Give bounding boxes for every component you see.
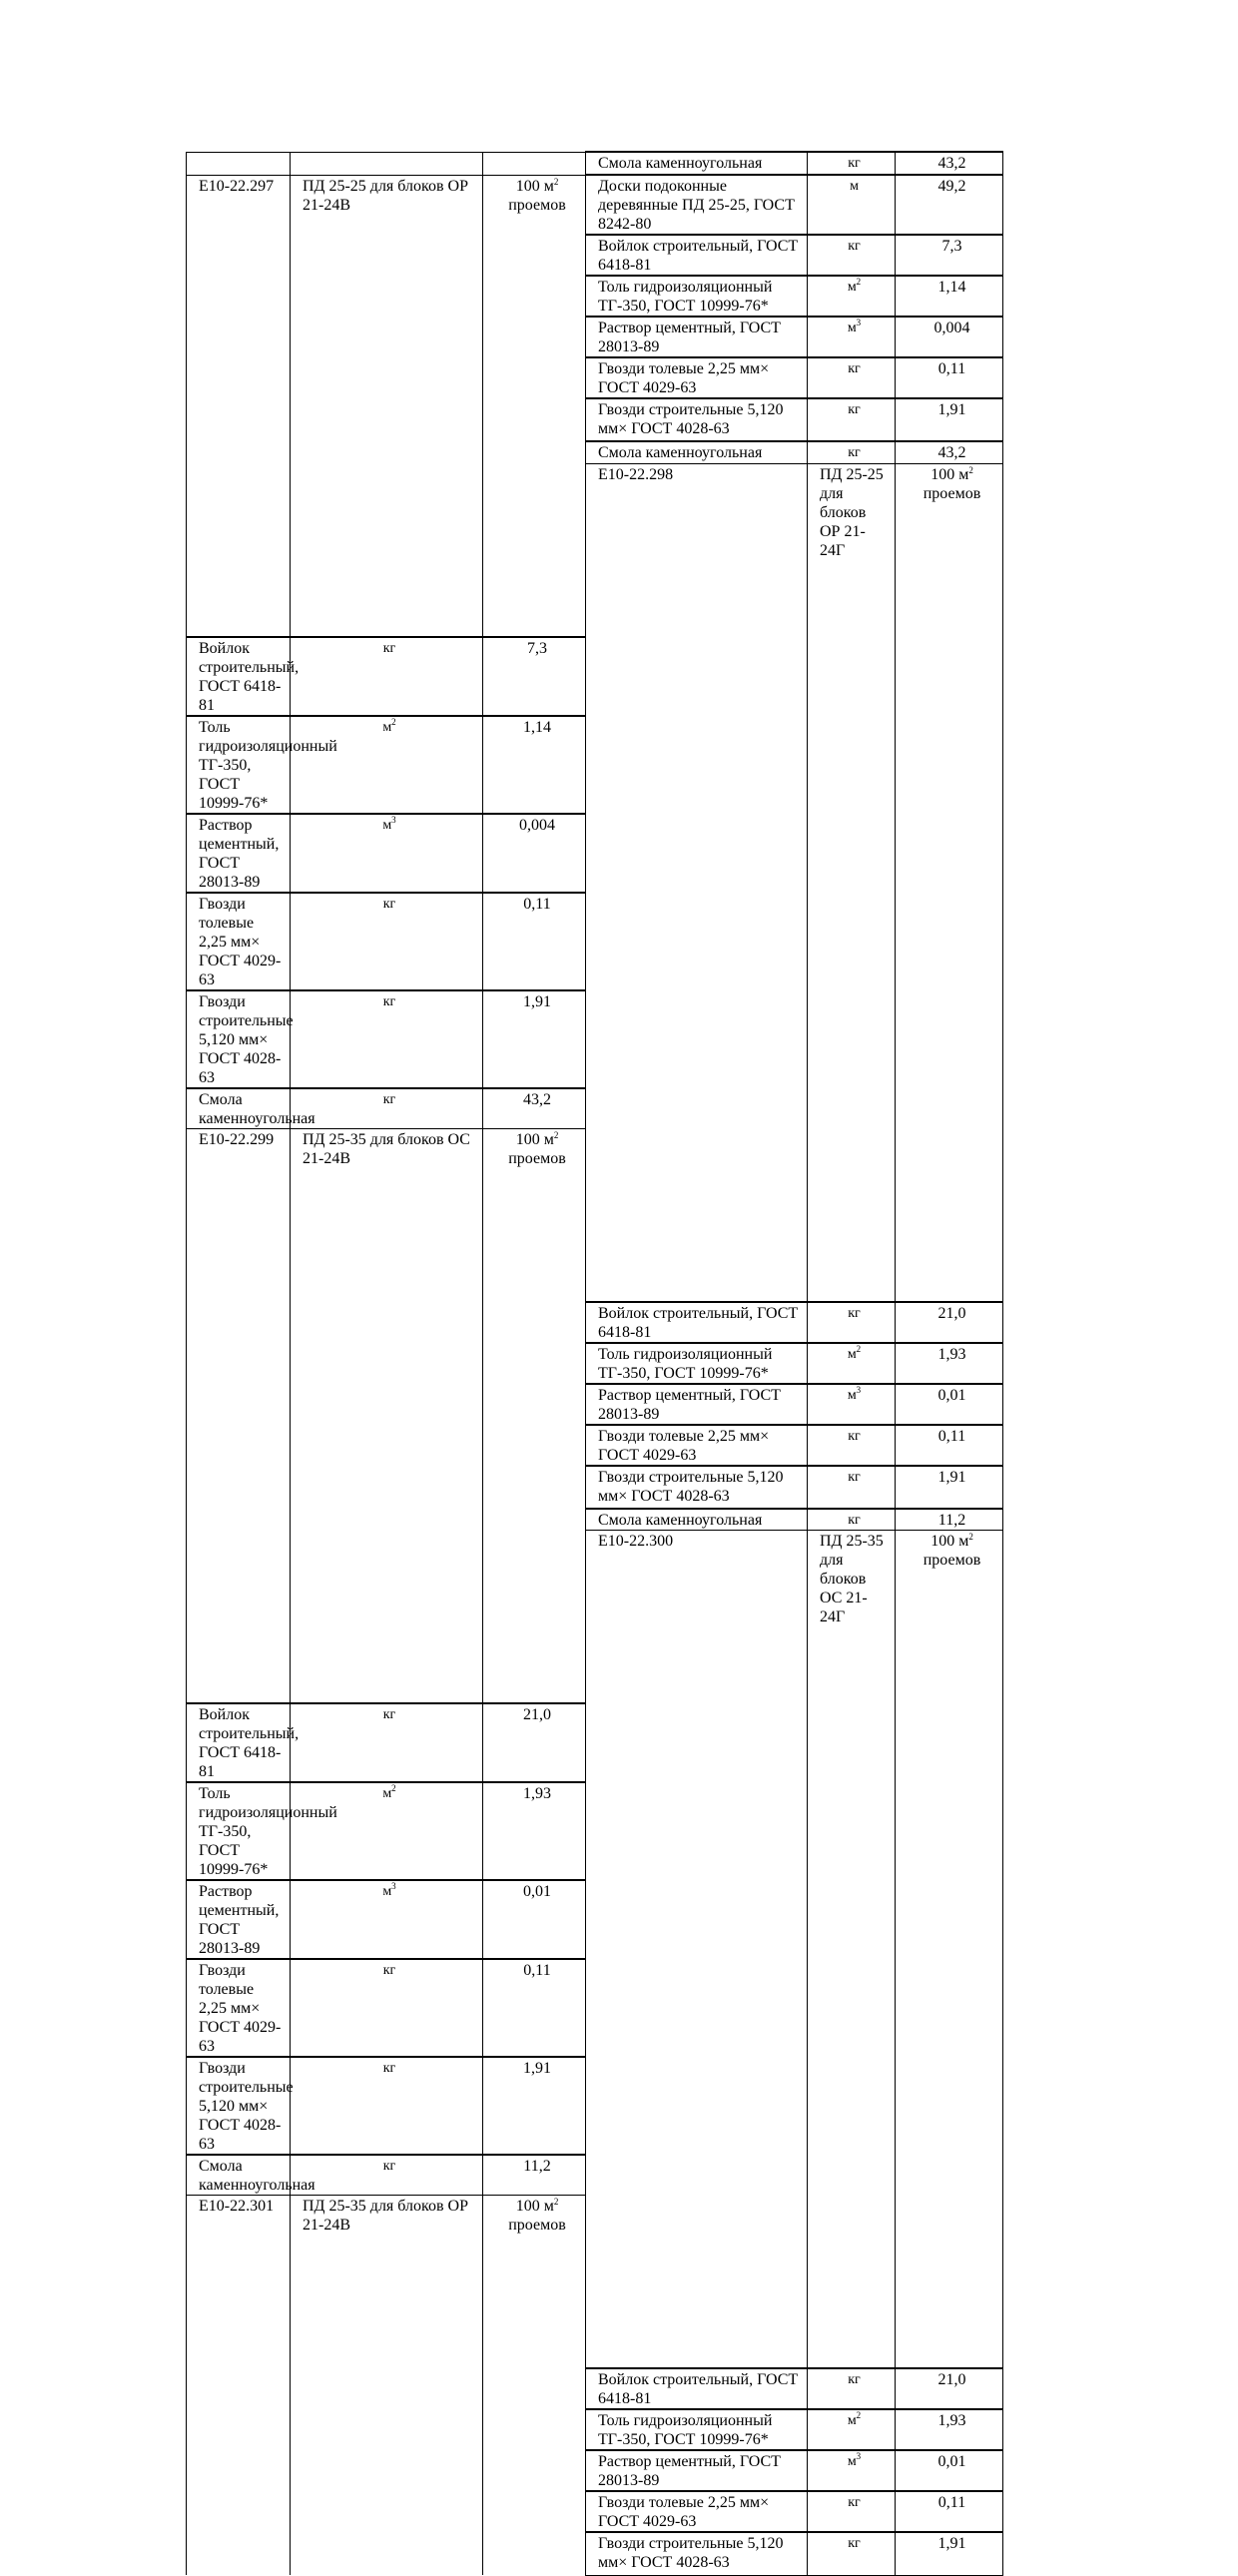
unit-cell <box>808 276 896 317</box>
unit-sup: 3 <box>856 318 862 327</box>
norm-name-cell: ПД 25-35 для блоков ОС 21-24В <box>291 1128 483 1703</box>
unit-sup: 3 <box>856 1384 862 1395</box>
unit-sup: 3 <box>391 814 396 825</box>
material-cell: Гвозди толевые 2,25 мм× ГОСТ 4029-63 <box>586 357 808 398</box>
unit-cell <box>808 2450 896 2491</box>
value-cell: 11,2 <box>896 1509 1003 1531</box>
measure-sub: проемов <box>508 2217 566 2234</box>
unit-text: м <box>847 321 857 335</box>
material-cell: Гвозди строительные 5,120 мм× ГОСТ 4028-63 <box>586 398 808 441</box>
unit-cell: кг <box>291 1959 483 2057</box>
material-cell: Войлок строительный, ГОСТ 6418-81 <box>586 2368 808 2409</box>
value-cell: 0,004 <box>483 814 586 893</box>
norm-code-cell <box>187 152 291 175</box>
norms-table-body <box>187 152 1003 2575</box>
norm-code-cell: Е10-22.301 <box>187 2196 291 2576</box>
measure-sub: проемов <box>923 1552 981 1569</box>
unit-cell: кг <box>808 1509 896 1531</box>
material-cell: Войлок строительный, ГОСТ 6418-81 <box>586 1302 808 1343</box>
material-cell: Гвозди толевые 2,25 мм× ГОСТ 4029-63 <box>586 2491 808 2532</box>
material-cell: Раствор цементный, ГОСТ 28013-89 <box>586 2450 808 2491</box>
norm-code-cell: Е10-22.300 <box>586 1531 808 2369</box>
material-cell: Смола каменноугольная <box>586 1509 808 1531</box>
unit-sup: 2 <box>391 716 396 727</box>
unit-cell: кг <box>291 1703 483 1782</box>
unit-text: м <box>382 1786 392 1801</box>
value-cell: 43,2 <box>896 441 1003 463</box>
value-cell: 1,14 <box>483 716 586 814</box>
value-cell: 21,0 <box>483 1703 586 1782</box>
unit-text: м <box>847 280 857 295</box>
measure-sub: проемов <box>508 1149 566 1167</box>
value-cell: 0,11 <box>896 357 1003 398</box>
norm-name-cell: ПД 25-35 для блоков ОР 21-24В <box>291 2196 483 2576</box>
value-cell: 21,0 <box>896 1302 1003 1343</box>
unit-cell <box>291 716 483 814</box>
measure-text: 100 м <box>515 177 554 195</box>
unit-cell: кг <box>808 2532 896 2575</box>
value-cell: 43,2 <box>896 152 1003 175</box>
value-cell: 1,91 <box>896 398 1003 441</box>
measure-sup: 2 <box>553 2197 559 2207</box>
value-cell: 1,14 <box>896 276 1003 317</box>
value-cell: 1,93 <box>483 1782 586 1880</box>
measure-sup: 2 <box>553 176 559 187</box>
value-cell: 1,93 <box>896 2409 1003 2450</box>
unit-cell: кг <box>808 1425 896 1466</box>
norm-measure-cell <box>483 2196 586 2576</box>
material-cell: Толь гидроизоляционный ТГ-350, ГОСТ 10999-76* <box>187 716 291 814</box>
material-cell: Смола каменноугольная <box>586 441 808 463</box>
unit-cell: кг <box>291 990 483 1088</box>
material-cell: Гвозди строительные 5,120 мм× ГОСТ 4028-63 <box>187 2057 291 2155</box>
unit-cell: м <box>808 175 896 235</box>
material-cell: Толь гидроизоляционный ТГ-350, ГОСТ 10999-76* <box>586 1343 808 1384</box>
value-cell: 0,11 <box>896 1425 1003 1466</box>
unit-sup: 2 <box>856 277 862 287</box>
unit-cell <box>808 1343 896 1384</box>
table-row <box>187 152 1003 175</box>
value-cell: 1,91 <box>896 2532 1003 2575</box>
unit-sup: 3 <box>856 2451 862 2461</box>
unit-text: м <box>382 817 392 833</box>
unit-cell <box>808 2409 896 2450</box>
value-cell: 11,2 <box>483 2155 586 2196</box>
unit-text: м <box>382 719 392 735</box>
norm-name-cell: ПД 25-35 для блоков ОС 21-24Г <box>808 1531 896 2369</box>
unit-cell <box>291 814 483 893</box>
material-cell: Смола каменноугольная <box>187 1088 291 1129</box>
material-cell: Толь гидроизоляционный ТГ-350, ГОСТ 10999-76* <box>586 276 808 317</box>
norm-measure-cell <box>483 175 586 637</box>
measure-text: 100 м <box>930 465 969 483</box>
unit-sup: 2 <box>856 1343 862 1354</box>
material-cell: Войлок строительный, ГОСТ 6418-81 <box>586 235 808 276</box>
material-cell: Раствор цементный, ГОСТ 28013-89 <box>586 1384 808 1425</box>
norm-name-cell: ПД 25-25 для блоков ОР 21-24В <box>291 175 483 637</box>
unit-cell: кг <box>808 2368 896 2409</box>
unit-text: м <box>382 1884 392 1899</box>
unit-text: м <box>847 1346 857 1362</box>
material-cell: Войлок строительный, ГОСТ 6418-81 <box>187 637 291 716</box>
value-cell: 0,11 <box>483 1959 586 2057</box>
norm-name-cell <box>291 152 483 175</box>
value-cell: 1,91 <box>483 990 586 1088</box>
material-cell: Гвозди строительные 5,120 мм× ГОСТ 4028-63 <box>586 1466 808 1509</box>
norm-code-cell: Е10-22.297 <box>187 175 291 637</box>
norms-table <box>186 151 1003 2576</box>
unit-cell: кг <box>808 152 896 175</box>
unit-cell <box>808 1384 896 1425</box>
unit-cell: кг <box>291 893 483 990</box>
value-cell: 0,004 <box>896 317 1003 357</box>
unit-cell: кг <box>808 398 896 441</box>
unit-cell <box>291 1880 483 1959</box>
material-cell: Гвозди толевые 2,25 мм× ГОСТ 4029-63 <box>586 1425 808 1466</box>
table-row <box>187 175 1003 235</box>
unit-cell: кг <box>808 441 896 463</box>
unit-sup: 3 <box>391 1881 396 1891</box>
norm-code-cell: Е10-22.298 <box>586 463 808 1302</box>
material-cell: Раствор цементный, ГОСТ 28013-89 <box>187 1880 291 1959</box>
measure-sup: 2 <box>968 1532 973 1542</box>
material-cell: Смола каменноугольная <box>586 152 808 175</box>
measure-sub: проемов <box>923 484 981 502</box>
unit-cell: кг <box>808 2491 896 2532</box>
unit-text: м <box>847 2413 857 2428</box>
value-cell: 7,3 <box>483 637 586 716</box>
material-cell: Войлок строительный, ГОСТ 6418-81 <box>187 1703 291 1782</box>
material-cell: Раствор цементный, ГОСТ 28013-89 <box>187 814 291 893</box>
measure-text: 100 м <box>515 2198 554 2215</box>
unit-cell: кг <box>291 637 483 716</box>
unit-cell: кг <box>808 1302 896 1343</box>
measure-text: 100 м <box>930 1533 969 1550</box>
material-cell: Толь гидроизоляционный ТГ-350, ГОСТ 10999-76* <box>187 1782 291 1880</box>
material-cell: Смола каменноугольная <box>187 2155 291 2196</box>
value-cell: 0,01 <box>896 2450 1003 2491</box>
unit-cell: кг <box>808 357 896 398</box>
value-cell: 0,01 <box>896 1384 1003 1425</box>
unit-sup: 2 <box>391 1783 396 1793</box>
value-cell: 1,91 <box>896 1466 1003 1509</box>
material-cell: Гвозди толевые 2,25 мм× ГОСТ 4029-63 <box>187 1959 291 2057</box>
value-cell: 49,2 <box>896 175 1003 235</box>
unit-text: м <box>847 2454 857 2469</box>
measure-sub: проемов <box>508 196 566 214</box>
unit-sup: 2 <box>856 2410 862 2420</box>
norm-measure-cell <box>483 152 586 175</box>
value-cell: 1,91 <box>483 2057 586 2155</box>
unit-cell <box>291 1782 483 1880</box>
material-cell: Толь гидроизоляционный ТГ-350, ГОСТ 10999-76* <box>586 2409 808 2450</box>
norm-code-cell: Е10-22.299 <box>187 1128 291 1703</box>
norm-measure-cell <box>896 463 1003 1302</box>
material-cell: Доски подоконные деревянные ПД 25-25, ГОСТ 8242-80 <box>586 175 808 235</box>
norm-measure-cell <box>483 1128 586 1703</box>
material-cell: Гвозди толевые 2,25 мм× ГОСТ 4029-63 <box>187 893 291 990</box>
material-cell: Гвозди строительные 5,120 мм× ГОСТ 4028-63 <box>187 990 291 1088</box>
measure-sup: 2 <box>553 1129 559 1140</box>
measure-text: 100 м <box>515 1130 554 1148</box>
value-cell: 21,0 <box>896 2368 1003 2409</box>
measure-sup: 2 <box>968 464 973 475</box>
value-cell: 0,11 <box>483 893 586 990</box>
material-cell: Раствор цементный, ГОСТ 28013-89 <box>586 317 808 357</box>
norm-measure-cell <box>896 1531 1003 2369</box>
value-cell: 0,01 <box>483 1880 586 1959</box>
unit-cell: кг <box>808 1466 896 1509</box>
value-cell: 1,93 <box>896 1343 1003 1384</box>
unit-cell: кг <box>291 2057 483 2155</box>
norm-name-cell: ПД 25-25 для блоков ОР 21-24Г <box>808 463 896 1302</box>
unit-cell: кг <box>291 1088 483 1129</box>
value-cell: 43,2 <box>483 1088 586 1129</box>
unit-cell: кг <box>291 2155 483 2196</box>
unit-cell <box>808 317 896 357</box>
unit-text: м <box>847 1387 857 1403</box>
material-cell: Гвозди строительные 5,120 мм× ГОСТ 4028-63 <box>586 2532 808 2575</box>
value-cell: 0,11 <box>896 2491 1003 2532</box>
unit-cell: кг <box>808 235 896 276</box>
value-cell: 7,3 <box>896 235 1003 276</box>
